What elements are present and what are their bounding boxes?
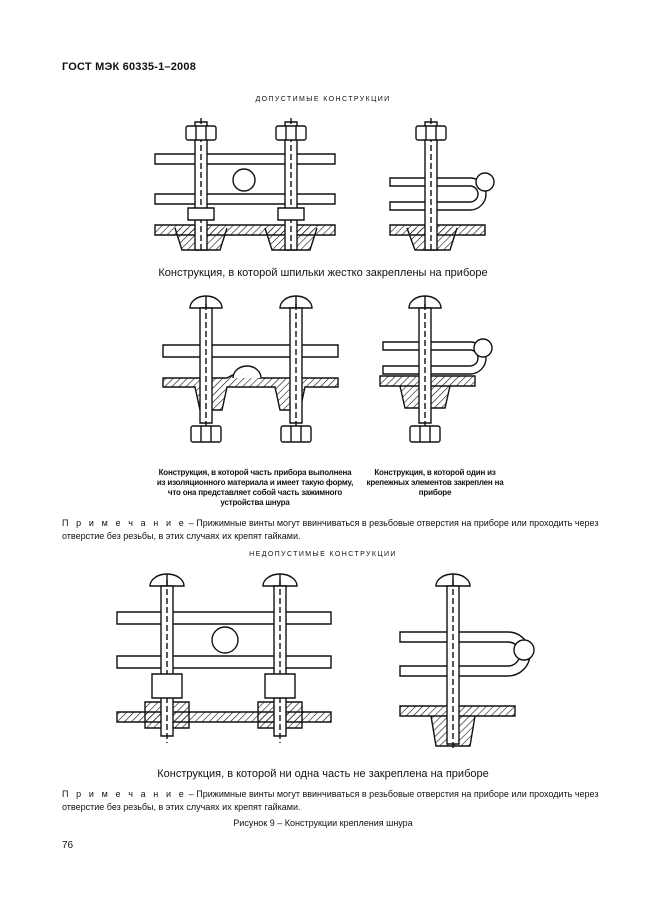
diagram-fixed-studs-side <box>385 110 515 260</box>
caption-one-element-fixed: Конструкция, в которой один из крепежных элементов закреплен на приборе <box>366 468 504 497</box>
diagram-one-element-fixed <box>375 290 505 460</box>
note-2-label: П р и м е ч а н и е <box>62 789 187 799</box>
note-1 <box>62 517 602 543</box>
page-number: 76 <box>62 840 74 851</box>
note-2 <box>62 788 602 814</box>
caption-fixed-studs: Конструкция, в которой шпильки жестко закреплены на приборе <box>158 267 488 279</box>
note-1-label: П р и м е ч а н и е <box>62 518 187 528</box>
document-header: ГОСТ МЭК 60335-1–2008 <box>62 61 197 73</box>
caption-none-fixed: Конструкция, в которой ни одна часть не закреплена на приборе <box>157 768 489 780</box>
diagram-insulating-part <box>155 290 355 460</box>
diagram-fixed-studs <box>150 110 350 260</box>
section-label-not-allowed: НЕДОПУСТИМЫЕ КОНСТРУКЦИИ <box>249 551 397 558</box>
diagram-none-fixed <box>115 568 355 748</box>
caption-insulating-part: Конструкция, в которой часть прибора выполнена из изоляционного материала и имеет такую форму, что она представляет собой часть зажимного устройства шнура <box>156 468 354 507</box>
figure-title: Рисунок 9 – Конструкции крепления шнура <box>233 818 413 828</box>
diagram-none-fixed-side <box>398 568 548 748</box>
section-label-allowed: ДОПУСТИМЫЕ КОНСТРУКЦИИ <box>255 96 391 103</box>
note-2-text: – Прижимные винты могут ввинчиваться в резьбовые отверстия на приборе или проходить через отверстие без резьбы, в этих случаях их крепят гайками. <box>62 789 599 812</box>
note-1-text: – Прижимные винты могут ввинчиваться в резьбовые отверстия на приборе или проходить через отверстие без резьбы, в этих случаях их крепят гайками. <box>62 518 599 541</box>
